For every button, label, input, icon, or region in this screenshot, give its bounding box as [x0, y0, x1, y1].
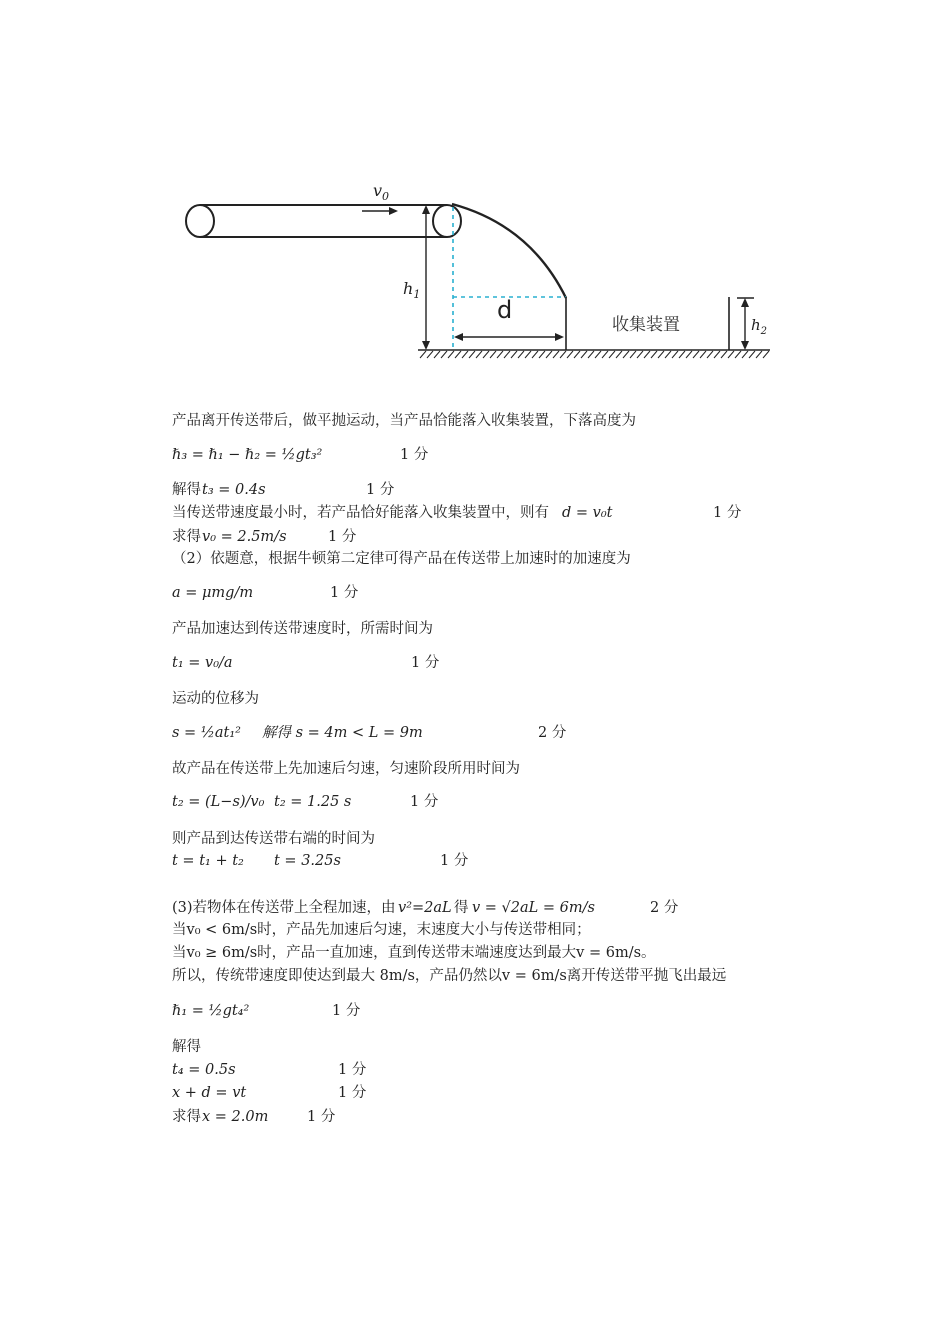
score: 1 分 — [400, 447, 429, 463]
ground-hatch-mark — [637, 351, 643, 358]
ground-hatch-mark — [749, 351, 755, 358]
ground-hatch-mark — [735, 351, 741, 358]
score: 1 分 — [713, 505, 742, 521]
text: 得 — [454, 900, 469, 916]
conveyor-diagram — [0, 0, 950, 380]
line-19: 所以，传统带速度即使达到最大 8m/s，产品仍然以v = 6m/s离开传送带平抛飞出最远 — [172, 968, 727, 984]
line-17: 当v₀ < 6m/s时，产品先加速后匀速，末速度大小与传送带相同； — [172, 922, 591, 938]
collector-label: 收集装置 — [612, 315, 680, 335]
line-21: 解得 — [172, 1039, 201, 1055]
score: 1 分 — [410, 794, 439, 810]
ground-hatch-mark — [518, 351, 524, 358]
text: (3)若物体在传送带上全程加速，由 — [172, 900, 396, 916]
text: 解得 — [172, 482, 201, 498]
equation: v = √2aL = 6m/s — [472, 900, 595, 916]
text: 求得 — [172, 529, 201, 545]
score: 1 分 — [330, 585, 359, 601]
equation: t₄ = 0.5s — [172, 1062, 236, 1078]
text: 当传送带速度最小时，若产品恰好能落入收集装置中，则有 — [172, 505, 549, 521]
ground-hatch-mark — [574, 351, 580, 358]
equation: v₀ = 2.5m/s — [202, 529, 287, 545]
ground-hatch-mark — [490, 351, 496, 358]
ground-hatch-mark — [609, 351, 615, 358]
ground-hatch-mark — [686, 351, 692, 358]
ground-hatch-mark — [665, 351, 671, 358]
score: 1 分 — [328, 529, 357, 545]
ground-hatch-mark — [532, 351, 538, 358]
equation: a = μmg/m — [172, 585, 254, 601]
ground-hatch-mark — [420, 351, 426, 358]
equation: s = ½at₁² — [172, 725, 241, 741]
d-dimension — [454, 333, 564, 341]
ground-hatch-mark — [483, 351, 489, 358]
ground-hatch-mark — [497, 351, 503, 358]
line-8: 产品加速达到传送带速度时，所需时间为 — [172, 621, 433, 637]
ground-hatch-mark — [707, 351, 713, 358]
equation: x = 2.0m — [202, 1109, 269, 1125]
equation: t₂ = (L−s)/v₀ — [172, 794, 265, 810]
equation-result: t = 3.25s — [274, 853, 341, 869]
d-label: d — [497, 296, 513, 324]
ground-hatch-mark — [700, 351, 706, 358]
ground-hatch-mark — [469, 351, 475, 358]
line-14: 则产品到达传送带右端的时间为 — [172, 831, 375, 847]
score: 1 分 — [411, 655, 440, 671]
score: 2 分 — [650, 900, 679, 916]
ground-hatch-mark — [728, 351, 734, 358]
ground-hatch-mark — [714, 351, 720, 358]
score: 1 分 — [338, 1085, 367, 1101]
ground-hatch-mark — [763, 351, 769, 358]
ground-hatch-mark — [560, 351, 566, 358]
ground-hatch-mark — [427, 351, 433, 358]
ground-hatch-mark — [616, 351, 622, 358]
ground-hatch-mark — [623, 351, 629, 358]
ground-hatch-mark — [455, 351, 461, 358]
ground-hatch-mark — [742, 351, 748, 358]
ground-hatch-mark — [588, 351, 594, 358]
ground-hatch-mark — [434, 351, 440, 358]
equation-inline: v²=2aL — [398, 900, 452, 916]
score: 1 分 — [332, 1003, 361, 1019]
ground-hatch-mark — [651, 351, 657, 358]
equation: t = t₁ + t₂ — [172, 853, 244, 869]
equation: t₁ = v₀/a — [172, 655, 233, 671]
equation: d = v₀t — [562, 505, 613, 521]
ground-hatch-mark — [658, 351, 664, 358]
conveyor-belt — [186, 205, 461, 237]
ground-hatch-mark — [462, 351, 468, 358]
h1-label: $h_1$ — [403, 279, 421, 301]
score: 1 分 — [307, 1109, 336, 1125]
trajectory-curve — [452, 204, 566, 298]
equation: x + d = vt — [172, 1085, 247, 1101]
ground-hatch-mark — [602, 351, 608, 358]
ground-hatch-mark — [504, 351, 510, 358]
ground-hatch-mark — [630, 351, 636, 358]
line-10: 运动的位移为 — [172, 691, 259, 707]
velocity-arrow — [362, 207, 398, 215]
h2-label: $h_2$ — [751, 316, 768, 337]
ground-hatch-mark — [525, 351, 531, 358]
ground-hatch-mark — [448, 351, 454, 358]
score: 2 分 — [538, 725, 567, 741]
equation: ℏ₃ = ℏ₁ − ℏ₂ = ½gt₃² — [172, 447, 323, 463]
ground-hatch-mark — [595, 351, 601, 358]
line-12: 故产品在传送带上先加速后匀速，匀速阶段所用时间为 — [172, 761, 520, 777]
ground-hatch-mark — [756, 351, 762, 358]
equation-result: t₂ = 1.25 s — [274, 794, 352, 810]
ground-hatch-mark — [679, 351, 685, 358]
ground-hatch-mark — [672, 351, 678, 358]
score: 1 分 — [440, 853, 469, 869]
ground-hatch-mark — [511, 351, 517, 358]
h1-dimension — [422, 205, 430, 350]
line-1: 产品离开传送带后，做平抛运动，当产品恰能落入收集装置，下落高度为 — [172, 413, 636, 429]
ground-hatch-mark — [476, 351, 482, 358]
ground-hatch-mark — [567, 351, 573, 358]
ground-hatch-mark — [441, 351, 447, 358]
ground-hatch-mark — [693, 351, 699, 358]
score: 1 分 — [366, 482, 395, 498]
equation: t₃ = 0.4s — [202, 482, 266, 498]
ground — [418, 350, 770, 358]
text: 求得 — [172, 1109, 201, 1125]
v0-label: $v_0$ — [373, 181, 390, 203]
ground-hatch-mark — [546, 351, 552, 358]
ground-hatch-mark — [553, 351, 559, 358]
ground-hatch-mark — [644, 351, 650, 358]
equation: ℏ₁ = ½gt₄² — [172, 1003, 250, 1019]
ground-hatch-mark — [539, 351, 545, 358]
equation-result: 解得 s = 4m < L = 9m — [262, 725, 423, 741]
dashed-guides — [453, 207, 566, 349]
line-18: 当v₀ ≥ 6m/s时，产品一直加速，直到传送带末端速度达到最大v = 6m/s。 — [172, 945, 656, 961]
score: 1 分 — [338, 1062, 367, 1078]
line-6: （2）依题意，根据牛顿第二定律可得产品在传送带上加速时的加速度为 — [172, 551, 631, 567]
ground-hatch-mark — [721, 351, 727, 358]
ground-hatch-mark — [581, 351, 587, 358]
